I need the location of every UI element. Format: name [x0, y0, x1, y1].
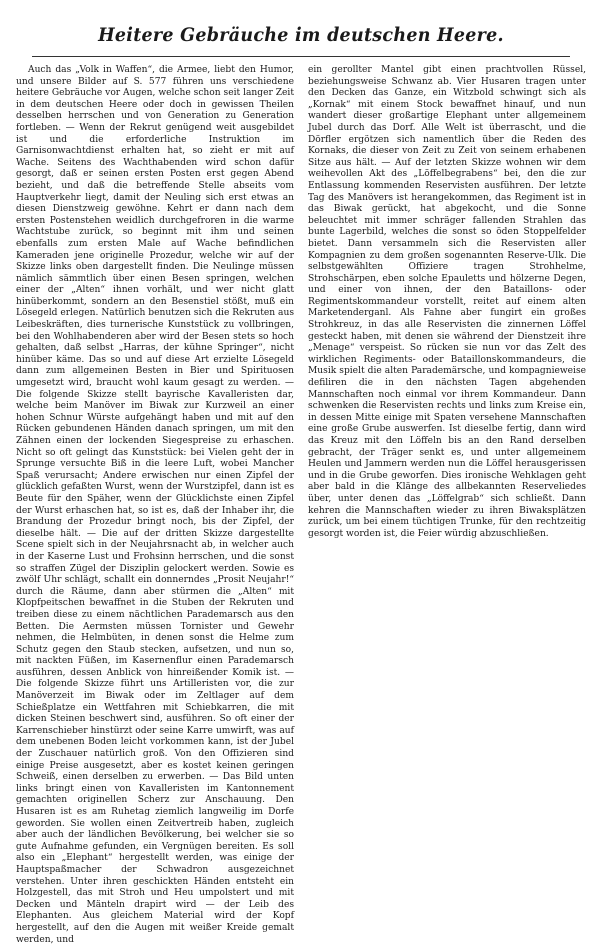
- column-right-text: ein gerollter Mantel gibt einen prachtvollen Rüssel, beziehungsweise Schwanz ab. Vier Husaren tragen unter den Decken das Ganze, ein Witzbold schwingt sich als „Kornak“ mit einem Stock bewaffnet hinauf, und nun wandert dieser großartige Elephant unter allgemeinem Jubel durch das Dorf. Alle Welt ist überrascht, und die Dörfler ergötzen sich namentlich über die Reden des Kornaks, die dieser von Zeit zu Zeit von seinem erhabenen Sitze aus hält. — Auf der letzten Skizze wohnen wir dem weihevollen Akt des „Löffelbegrabens“ bei, den die zur Entlassung kommenden Reservisten ausführen. Der letzte Tag des Manövers ist herangekommen, das Regiment ist in das Biwak gerückt, hat abgekocht, und die Sonne beleuchtet mit immer schräger fallenden Strahlen das bunte Lagerbild, welches die sonst so öden Stoppelfelder bietet. Dann versammeln sich die Reservisten aller Kompagnien zu dem großen sogenannten Reserve-Ulk. Die selbstgewählten Offiziere tragen Strohhelme, Strohschärpen, eben solche Epauletts und hölzerne Degen, und einer von ihnen, der den Bataillons- oder Regimentskommandeur vorstellt, reitet auf einem alten Marketenderganl. Als Fahne aber fungirt ein großes Strohkreuz, in das alle Reservisten die zinnernen Löffel gesteckt haben, mit denen sie während der Dienstzeit ihre „Menage“ verspeist. So rücken sie nun vor das Zelt des wirklichen Regiments- oder Bataillonskommandeurs, die Musik spielt die alten Parademärsche, und kompagnieweise defiliren die in den nächsten Tagen abgehenden Mannschaften noch einmal vor ihrem Kommandeur. Dann schwenken die Reservisten rechts und links zum Kreise ein, in dessen Mitte einige mit Spaten versehene Mannschaften eine große Grube auswerfen. Ist dieselbe fertig, dann wird das Kreuz mit den Löffeln bis an den Rand derselben gebracht, der Träger senkt es, und unter allgemeinem Heulen und Jammern werden nun die Löffel herausgerissen und in die Grube geworfen. Dies ironische Wehklagen geht aber bald in die Klänge des allbekannten Reserveliedes über, unter denen das „Löffelgrab“ sich schließt. Dann kehren die Mannschaften wieder zu ihren Biwaksplätzen zurück, um bei einem tüchtigen Trunke, für den rechtzeitig gesorgt worden ist, die Feier würdig abzuschließen.: [308, 65, 586, 539]
- column-left-text: Auch das „Volk in Waffen“, die Armee, liebt den Humor, und unsere Bilder auf S. 577 führen uns verschiedene heitere Gebräuche vor Augen, welche schon seit langer Zeit in dem deutschen Heere oder doch in gewissen Theilen desselben herrschen und von Generation zu Generation fortleben. — Wenn der Rekrut genügend weit ausgebildet ist und die erforderliche Instruktion im Garnisonwachtdienst erhalten hat, so zieht er mit auf Wache. Seitens des Wachthabenden wird schon dafür gesorgt, daß er seinen ersten Posten erst gegen Abend bezieht, und daß die betreffende Stelle abseits vom Hauptverkehr liegt, damit der Neuling sich erst etwas an diesen Dienstzweig gewöhne. Kehrt er dann nach dem ersten Postenstehen weidlich durchgefroren in die warme Wachtstube zurück, so beginnt mit ihm und seinen ebenfalls zum ersten Male auf Wache befindlichen Kameraden jene originelle Prozedur, welche wir auf der Skizze links oben dargestellt finden. Die Neulinge müssen nämlich sämmtlich über einen Besen springen, welchen einer der „Alten“ ihnen vorhält, und wer nicht glatt hinüberkommt, sondern an den Besenstiel stößt, muß ein Lösegeld erlegen. Natürlich benutzen sich die Rekruten aus Leibeskräften, dies turnerische Kunststück zu vollbringen, bei den Wohlhabenderen aber wird der Besen stets so hoch gehalten, daß selbst „Harras, der kühne Springer“, nicht hinüber käme. Das so und auf diese Art erzielte Lösegeld dann zum allgemeinen Besten in Bier und Spirituosen umgesetzt wird, braucht wohl kaum gesagt zu werden. — Die folgende Skizze stellt bayrische Kavalleristen dar, welche beim Manöver im Biwak zur Kurzweil an einer hohen Schnur Würste aufgehängt haben und mit auf den Rücken gebundenen Händen danach springen, um mit den Zähnen einen der lockenden Siegespreise zu erhaschen. Nicht so oft gelingt das Kunststück: bei Vielen geht der in Sprunge versuchte Biß in die leere Luft, wobei Mancher Spaß verursacht; Andere erwischen nur einen Zipfel der glücklich gefaßten Wurst, wenn der Wurstzipfel, dann ist es Beute für den Späher, wenn der Glücklichste einen Zipfel der Wurst erhaschen hat, so ist es, daß der Inhaber ihr, die Brandung der Prozedur bringt noch, bis der Zipfel, der dieselbe hält. — Die auf der dritten Skizze dargestellte Scene spielt sich in der Neujahrsnacht ab, in welcher auch in der Kaserne Lust und Frohsinn herrschen, und die sonst so straffen Zügel der Disziplin gelockert werden. Sowie es zwölf Uhr schlägt, schallt ein donnerndes „Prosit Neujahr!“ durch die Räume, dann aber stürmen die „Alten“ mit Klopfpeitschen bewaffnet in die Stuben der Rekruten und treiben diese zu einem nächtlichen Parademarsch aus den Betten. Die Aermsten müssen Tornister und Gewehr nehmen, die Helmbüten, in denen sonst die Helme zum Schutz gegen den Staub stecken, aufsetzen, und nun so, mit nackten Füßen, im Kasernenflur einen Parademarsch ausführen, dessen Anblick von hinreißender Komik ist. — Die folgende Skizze führt uns Artilleristen vor, die zur Manöverzeit im Biwak oder im Zeltlager auf dem Schießplatze ein Wettfahren mit Schiebkarren, die mit dicken Steinen beschwert sind, ausführen. So oft einer der Karrenschieber hinstürzt oder seine Karre umwirft, was auf dem unebenen Boden leicht vorkommen kann, ist der Jubel der Zuschauer natürlich groß. Von den Offizieren sind einige Preise ausgesetzt, aber es kostet keinen geringen Schweiß, einen derselben zu erwerben. — Das Bild unten links bringt einen von Kavalleristen im Kantonnement gemachten originellen Scherz zur Anschauung. Den Husaren ist es am Ruhetag ziemlich langweilig im Dorfe geworden. Sie wollen einen Zeitvertreib haben, zugleich aber auch der ländlichen Bevölkerung, bei welcher sie so gute Aufnahme gefunden, ein Vergnügen bereiten. Es soll also ein „Elephant“ hergestellt werden, was einige der Hauptspaßmacher der Schwadron ausgezeichnet verstehen. Unter ihren geschickten Händen entsteht ein Holzgestell, das mit Stroh und Heu umpolstert und mit Decken und Mänteln drapirt wird — der Leib des Elephanten. Aus gleichem Material wird der Kopf hergestellt, auf den die Augen mit weißer Kreide gemalt werden, und: [16, 65, 294, 945]
- column-right: [308, 65, 586, 819]
- title-rule: [32, 56, 570, 57]
- article-title: Heitere Gebräuche im deutschen Heere.: [98, 24, 504, 46]
- article-columns: [16, 65, 586, 945]
- column-left: [16, 65, 294, 945]
